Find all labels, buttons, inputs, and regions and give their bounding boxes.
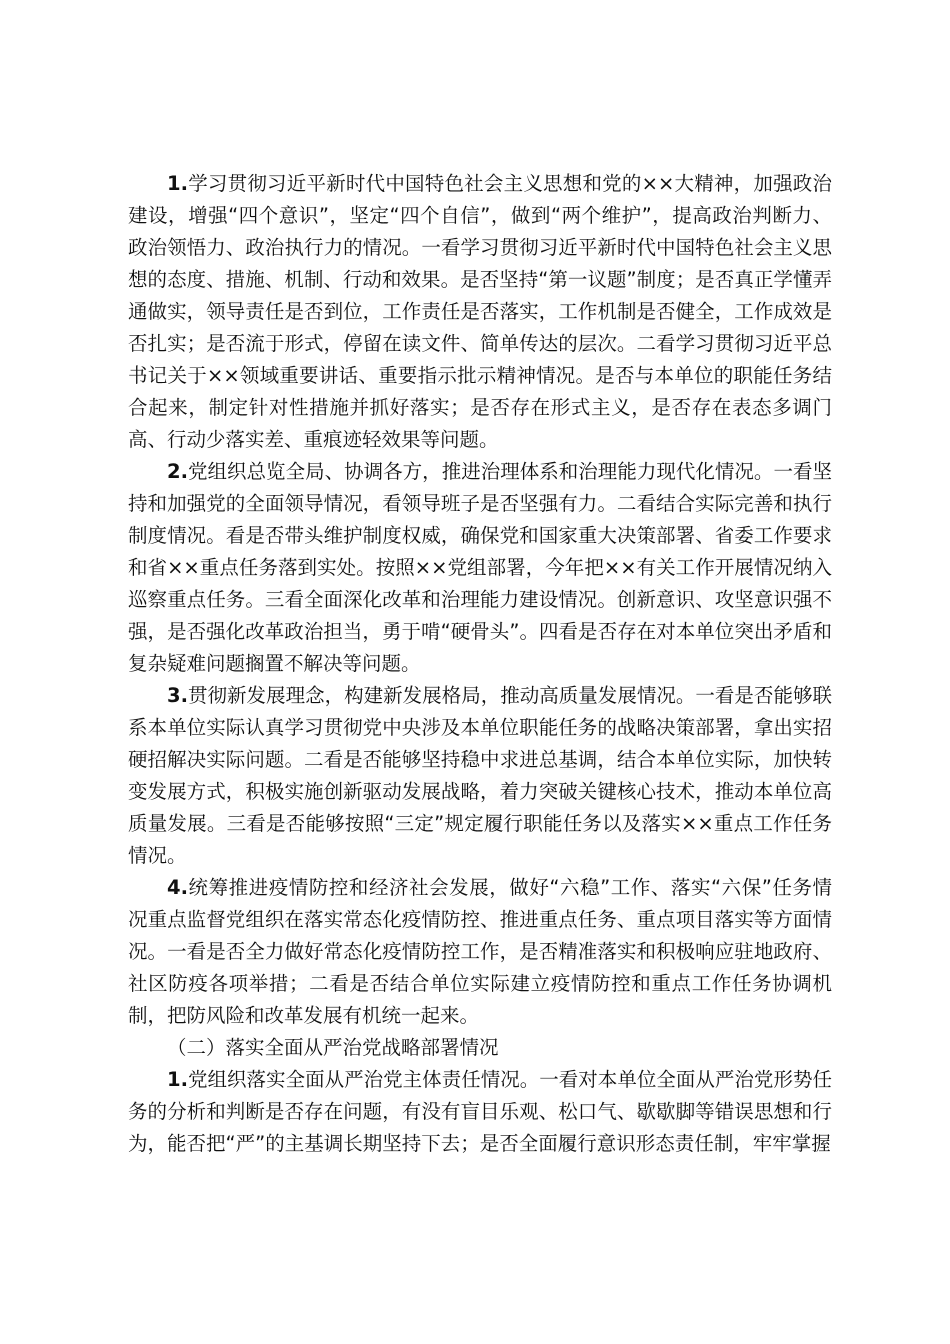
paragraph-4-number: 4. xyxy=(167,876,188,899)
document-page xyxy=(128,168,832,1160)
paragraph-1-heading: 学习贯彻习近平新时代中国特色社会主义思想和党的××大精神，加强政治建设，增强“四个意识”，坚定“四个自信”，做到“两个维护”，提高政治判断力、政治领悟力、政治执行力的情况。 xyxy=(128,172,832,259)
paragraph-5-body: 一看对本单位全面从严治党形势任务的分析和判断是否存在问题，有没有盲目乐观、松口气、歇歇脚等错误思想和行为，能否把“严”的主基调长期坚持下去；是否全面履行意识形态责任制，牢牢掌握 xyxy=(128,1068,832,1155)
paragraph-4-heading: 统筹推进疫情防控和经济社会发展，做好“六稳”工作、落实“六保”任务情况 xyxy=(128,876,832,931)
paragraph-3-heading: 贯彻新发展理念，构建新发展格局，推动高质量发展情况。 xyxy=(187,684,696,707)
paragraph-1 xyxy=(128,168,832,456)
paragraph-5-number: 1. xyxy=(167,1068,188,1091)
paragraph-1-body: 一看学习贯彻习近平新时代中国特色社会主义思想的态度、措施、机制、行动和效果。是否坚持“第一议题”制度；是否真正学懂弄通做实，领导责任是否到位，工作责任是否落实，工作机制是否健全，工作成效是否扎实；是否流于形式，停留在读文件、简单传达的层次。二看学习贯彻习近平总书记关于××领域重要讲话、重要指示批示精神情况。是否与本单位的职能任务结合起来，制定针对性措施并抓好落实；是否存在形式主义，是否存在表态多调门高、行动少落实差、重痕迹轻效果等问题。 xyxy=(128,236,832,451)
section-heading: （二）落实全面从严治党战略部署情况 xyxy=(167,1036,499,1059)
paragraph-4-body: 重点监督党组织在落实常态化疫情防控、推进重点任务、重点项目落实等方面情况。一看是否全力做好常态化疫情防控工作，是否精准落实和积极响应驻地政府、社区防疫各项举措；二看是否结合单位实际建立疫情防控和重点工作任务协调机制，把防风险和改革发展有机统一起来。 xyxy=(128,908,832,1027)
paragraph-3-body: 一看是否能够联系本单位实际认真学习贯彻党中央涉及本单位职能任务的战略决策部署，拿出实招硬招解决实际问题。二看是否能够坚持稳中求进总基调，结合本单位实际，加快转变发展方式，积极实施创新驱动发展战略，着力突破关键核心技术，推动本单位高质量发展。三看是否能够按照“三定”规定履行职能任务以及落实××重点工作任务情况。 xyxy=(128,684,832,867)
paragraph-2 xyxy=(128,456,832,680)
paragraph-2-number: 2. xyxy=(167,460,188,483)
paragraph-2-body: 一看坚持和加强党的全面领导情况，看领导班子是否坚强有力。二看结合实际完善和执行制度情况。看是否带头维护制度权威，确保党和国家重大决策部署、省委工作要求和省××重点任务落到实处。按照××党组部署，今年把××有关工作开展情况纳入巡察重点任务。三看全面深化改革和治理能力建设情况。创新意识、攻坚意识强不强，是否强化改革政治担当，勇于啃“硬骨头”。四看是否存在对本单位突出矛盾和复杂疑难问题搁置不解决等问题。 xyxy=(128,460,832,675)
paragraph-5-heading: 党组织落实全面从严治党主体责任情况。 xyxy=(187,1068,540,1091)
paragraph-3 xyxy=(128,680,832,872)
paragraph-3-number: 3. xyxy=(167,684,188,707)
paragraph-2-heading: 党组织总览全局、协调各方，推进治理体系和治理能力现代化情况。 xyxy=(187,460,774,483)
paragraph-5 xyxy=(128,1064,832,1160)
paragraph-4 xyxy=(128,872,832,1032)
paragraph-1-number: 1. xyxy=(167,172,188,195)
